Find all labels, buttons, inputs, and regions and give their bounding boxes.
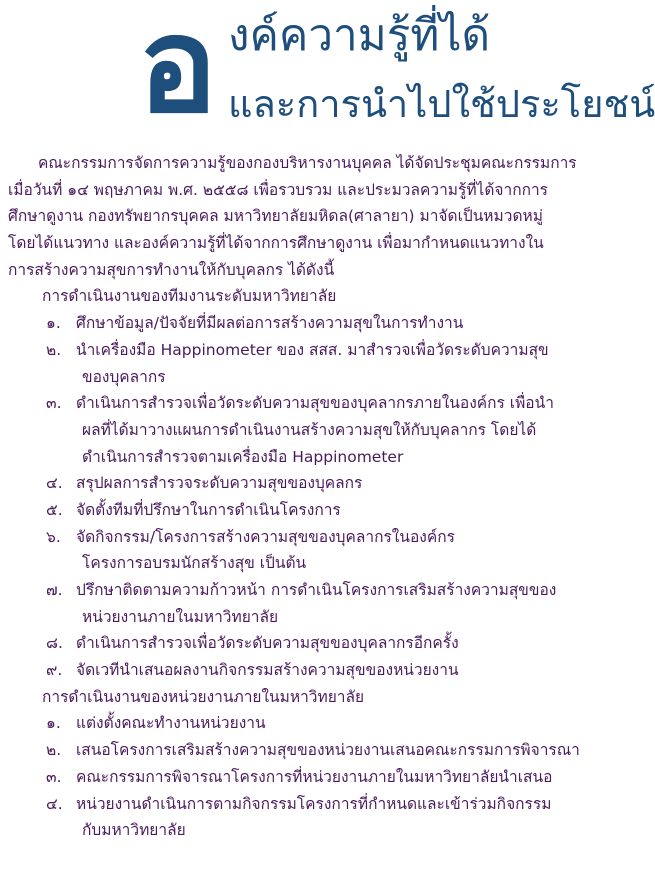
item-text: สรุปผลการสำรวจระดับความสุขของบุคลกร	[76, 474, 363, 493]
item-text: ดำเนินการสำรวจเพื่อวัดระดับความสุขของบุคลากรภายในองค์กร เพื่อนำ	[76, 394, 554, 413]
intro-line: เมื่อวันที่ ๑๔ พฤษภาคม พ.ศ. ๒๕๕๘ เพื่อรวบรวม และประมวลความรู้ที่ได้จากการ	[8, 180, 548, 199]
item-number: ๗.	[46, 581, 63, 599]
item-number: ๕.	[46, 500, 63, 519]
list-item	[8, 657, 594, 684]
section2-heading: การดำเนินงานของหน่วยงานภายในมหาวิทยาลัย	[42, 687, 365, 706]
item-number: ๒.	[46, 741, 62, 760]
item-number: ๓.	[46, 767, 62, 786]
list-item	[8, 524, 594, 551]
item-number: ๑.	[46, 714, 61, 733]
body-text	[8, 150, 594, 844]
item-text: นำเครื่องมือ Happinometer ของ สสส. มาสำรวจเพื่อวัดระดับความสุข	[76, 340, 549, 359]
list-item	[8, 497, 594, 524]
item-number: ๔.	[46, 474, 63, 493]
list-item	[8, 710, 594, 737]
item-number: ๖.	[46, 527, 61, 546]
list-item	[8, 791, 594, 818]
title-line-2: และการนำไปใช้ประโยชน์	[228, 82, 655, 126]
item-continuation: โครงการอบรมนักสร้างสุข เป็นต้น	[82, 554, 307, 573]
intro-line: โดยได้แนวทาง และองค์ความรู้ที่ได้จากการศึกษาดูงาน เพื่อมากำหนดแนวทางใน	[8, 234, 544, 253]
item-text: หน่วยงานดำเนินการตามกิจกรรมโครงการที่กำหนดและเข้าร่วมกิจกรรม	[76, 794, 552, 813]
title-dropcap: อ	[138, 0, 218, 143]
item-continuation: หน่วยงานภายในมหาวิทยาลัย	[82, 607, 279, 626]
item-text: ศึกษาข้อมูล/ปัจจัยที่มีผลต่อการสร้างความสุขในการทำงาน	[76, 314, 464, 333]
item-text: จัดตั้งทีมที่ปรึกษาในการดำเนินโครงการ	[76, 500, 341, 519]
list-item	[8, 337, 594, 364]
list-item	[8, 630, 594, 657]
item-text: ดำเนินการสำรวจเพื่อวัดระดับความสุขของบุคลากรอีกครั้ง	[76, 634, 459, 653]
list-item	[8, 764, 594, 791]
item-text: แต่งตั้งคณะทำงานหน่วยงาน	[76, 714, 266, 733]
item-continuation: ดำเนินการสำรวจตามเครื่องมือ Happinometer	[82, 447, 404, 466]
title-line-1: งค์ความรู้ที่ได้	[228, 10, 491, 61]
item-number: ๙.	[46, 661, 63, 680]
list-item	[8, 390, 594, 417]
list-item	[8, 737, 594, 764]
list-item	[8, 310, 594, 337]
item-number: ๒.	[46, 340, 62, 359]
item-text: คณะกรรมการพิจารณาโครงการที่หน่วยงานภายในมหาวิทยาลัยนำเสนอ	[76, 767, 553, 786]
item-text: เสนอโครงการเสริมสร้างความสุขของหน่วยงานเสนอคณะกรรมการพิจารณา	[76, 741, 580, 760]
item-number: ๑.	[46, 314, 61, 333]
item-text: จัดเวทีนำเสนอผลงานกิจกรรมสร้างความสุขของหน่วยงาน	[76, 661, 459, 680]
item-text: ปรึกษาติดตามความก้าวหน้า การดำเนินโครงการเสริมสร้างความสุขของ	[76, 581, 557, 599]
section1-heading: การดำเนินงานของทีมงานระดับมหาวิทยาลัย	[42, 287, 337, 306]
item-number: ๔.	[46, 794, 63, 813]
item-continuation: ของบุคลากร	[82, 367, 166, 386]
list-item	[8, 470, 594, 497]
item-text: จัดกิจกรรม/โครงการสร้างความสุขของบุคลากรในองค์กร	[76, 527, 455, 546]
intro-line: คณะกรรมการจัดการความรู้ของกองบริหารงานบุคคล ได้จัดประชุมคณะกรรมการ	[38, 154, 577, 172]
intro-line: ศึกษาดูงาน กองทรัพยากรบุคคล มหาวิทยาลัยมหิดล(ศาลายา) มาจัดเป็นหมวดหมู่	[8, 207, 543, 226]
item-continuation: กับมหาวิทยาลัย	[82, 821, 186, 840]
item-continuation: ผลที่ได้มาวางแผนการดำเนินงานสร้างความสุขให้กับบุคลากร โดยได้	[82, 420, 537, 439]
intro-line: การสร้างความสุขการทำงานให้กับบุคลกร ได้ดังนี้	[8, 260, 335, 279]
list-item	[8, 577, 594, 604]
item-number: ๘.	[46, 634, 63, 653]
item-number: ๓.	[46, 394, 62, 413]
